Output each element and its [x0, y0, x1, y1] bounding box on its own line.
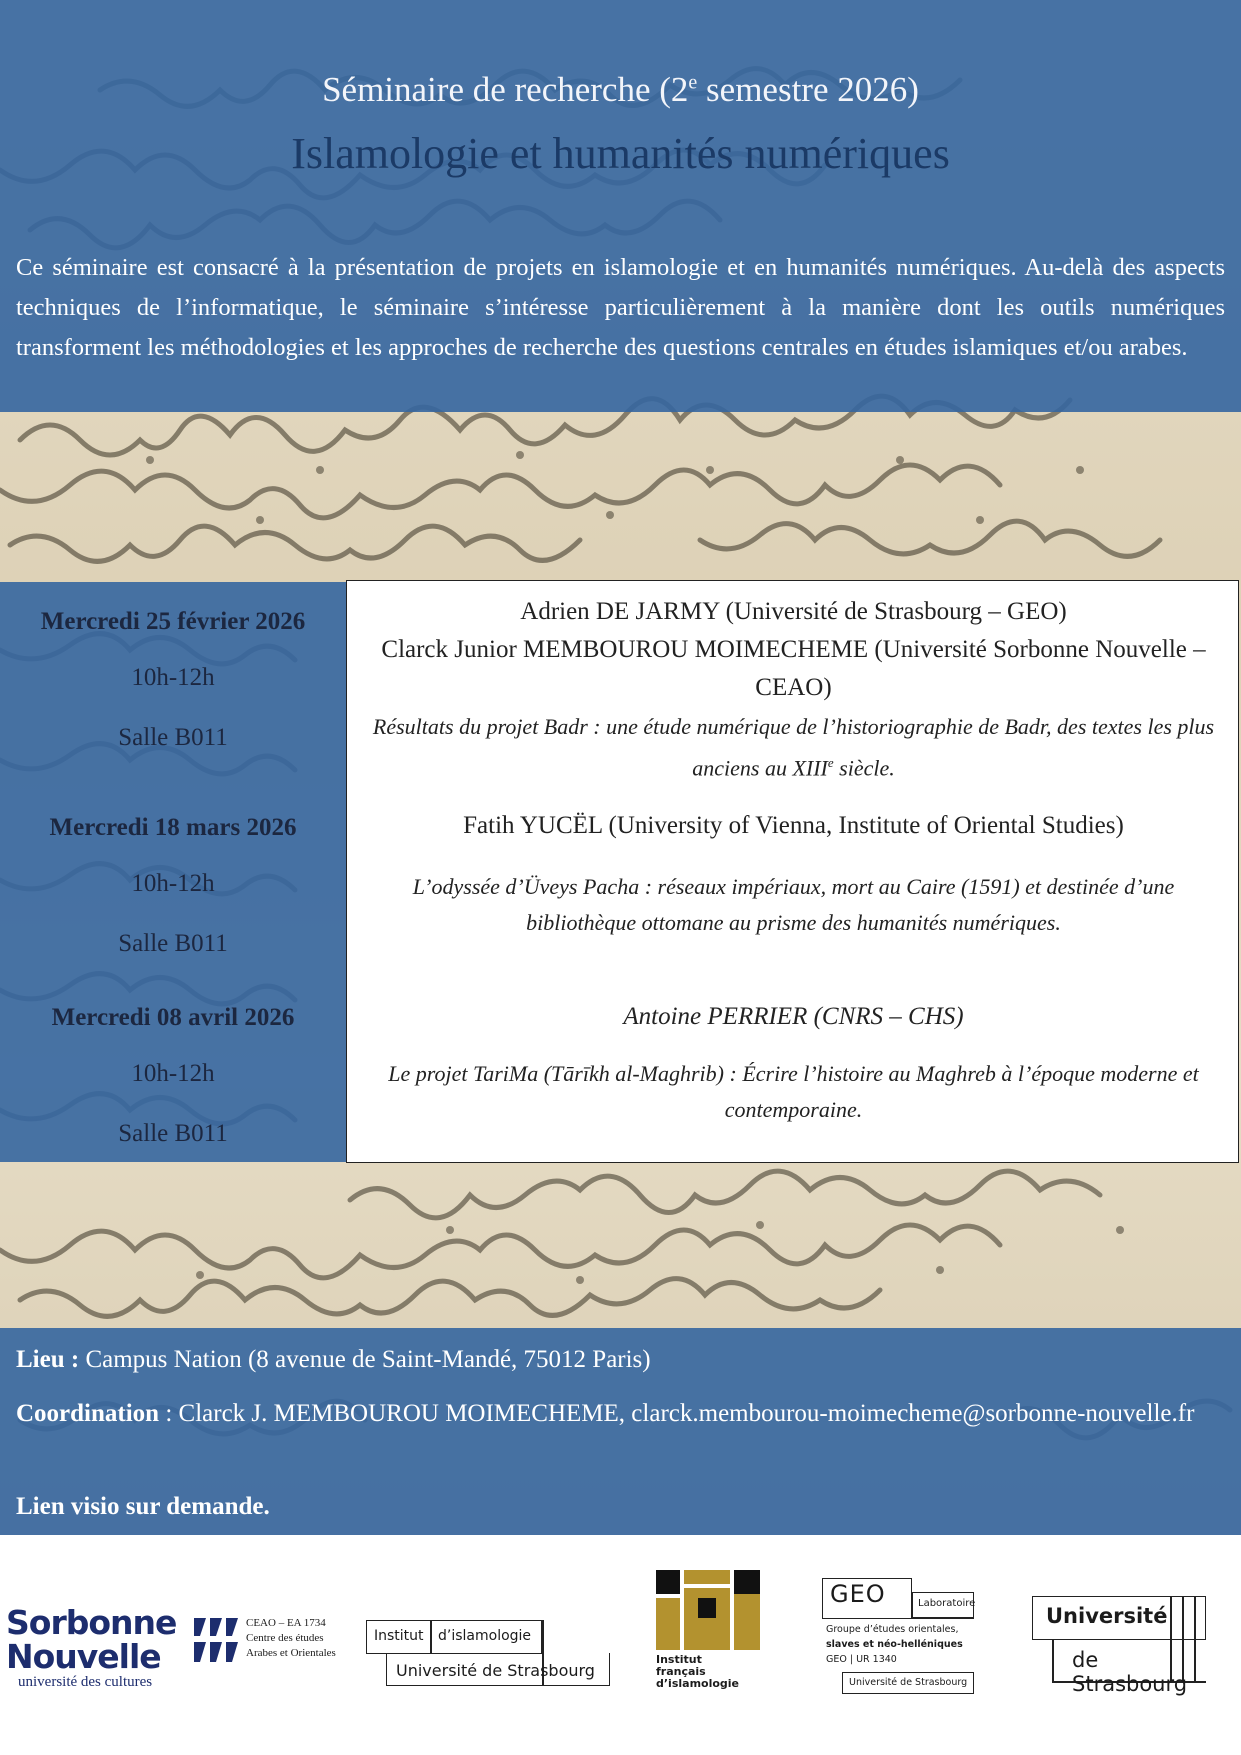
- sorbonne-tagline: université des cultures: [18, 1674, 153, 1690]
- talk-title: L’odyssée d’Üveys Pacha : réseaux impériaux, mort au Caire (1591) et destinée d’une bibliothèque ottomane au prisme des humanités numériques.: [412, 874, 1175, 935]
- session-3-content: [367, 998, 1220, 1128]
- ceao-logo: [192, 1616, 352, 1670]
- session-time: 10h-12h: [131, 870, 215, 897]
- geo-line-2: slaves et néo-helléniques: [826, 1639, 963, 1650]
- seminar-title: [0, 70, 1241, 110]
- talk-text: Résultats du projet Badr : une étude numérique de l’historiographie de Badr, des textes les plus anciens au XIII: [372, 714, 1215, 781]
- session-date: Mercredi 25 février 2026: [40, 608, 306, 635]
- university-name: Université de Strasbourg: [396, 1661, 595, 1680]
- geo-line-1: Groupe d’études orientales,: [826, 1624, 959, 1635]
- institut-islamologie-logo: [366, 1620, 610, 1686]
- unistra-logo: [1032, 1596, 1206, 1696]
- ceao-mark-icon: [192, 1616, 242, 1666]
- ifi-logo: [654, 1568, 764, 1692]
- session-1-content: [367, 593, 1220, 786]
- session-date: Mercredi 08 avril 2026: [51, 1004, 295, 1031]
- speaker: Antoine PERRIER (CNRS – CHS): [623, 1003, 964, 1030]
- session-room: Salle B011: [118, 1120, 228, 1147]
- geo-lab-label: Laboratoire: [918, 1598, 976, 1609]
- nouvelle-word: Nouvelle: [6, 1637, 161, 1676]
- session-room: Salle B011: [118, 930, 228, 957]
- talk-superscript: e: [827, 755, 834, 770]
- coordination-line: [16, 1394, 1226, 1433]
- session-time: 10h-12h: [131, 1060, 215, 1087]
- coordination-value: : Clarck J. MEMBOUROU MOIMECHEME, clarck.membourou-moimecheme@sorbonne-nouvelle.fr: [159, 1400, 1195, 1427]
- talk-title: [367, 709, 1220, 786]
- islamologie-word: d’islamologie: [438, 1628, 532, 1644]
- venue-line: [16, 1340, 1226, 1379]
- talk-text-end: siècle.: [833, 755, 895, 781]
- venue-value: Campus Nation (8 avenue de Saint-Mandé, 75012 Paris): [79, 1346, 651, 1373]
- session-time: 10h-12h: [131, 664, 215, 691]
- ceao-name-1: Centre des études: [246, 1632, 324, 1644]
- visio-note: Lien visio sur demande.: [16, 1493, 270, 1520]
- ceao-name-2: Arabes et Orientales: [246, 1647, 336, 1659]
- title-superscript: e: [688, 71, 698, 94]
- session-date-1: [0, 608, 346, 752]
- session-room: Salle B011: [118, 724, 228, 751]
- geo-line-4: Université de Strasbourg: [842, 1672, 974, 1694]
- seminar-subtitle: Islamologie et humanités numériques: [291, 129, 950, 178]
- session-date-3: [0, 1004, 346, 1148]
- ifi-line-3: d’islamologie: [656, 1677, 740, 1690]
- coordination-label: Coordination: [16, 1400, 160, 1427]
- session-2-content: [367, 807, 1220, 941]
- speaker: Clarck Junior MEMBOUROU MOIMECHEME (Université Sorbonne Nouvelle – CEAO): [381, 636, 1206, 701]
- institut-word: Institut: [374, 1628, 424, 1644]
- sorbonne-nouvelle-logo: [6, 1603, 186, 1691]
- geo-logo: [822, 1578, 974, 1694]
- geo-line-3: GEO | UR 1340: [826, 1654, 897, 1665]
- talk-title: Le projet TariMa (Tārīkh al-Maghrib) : Écrire l’histoire au Maghreb à l’époque moderne et contemporaine.: [388, 1061, 1199, 1122]
- session-date: Mercredi 18 mars 2026: [49, 814, 297, 841]
- ceao-code: CEAO – EA 1734: [246, 1617, 326, 1629]
- ifi-line-1: Institut: [656, 1653, 702, 1666]
- speaker: Adrien DE JARMY (Université de Strasbourg – GEO): [520, 598, 1067, 625]
- ifi-line-2: français: [656, 1665, 706, 1678]
- geo-acronym: GEO: [830, 1580, 886, 1608]
- program-box: [346, 580, 1239, 1163]
- title-text: Séminaire de recherche (2: [322, 70, 689, 109]
- session-date-2: [0, 814, 346, 958]
- ifi-mark-icon: [654, 1568, 764, 1652]
- unistra-line-1: Université: [1046, 1604, 1168, 1628]
- unistra-line-2: de Strasbourg: [1072, 1648, 1188, 1696]
- speaker: Fatih YUCËL (University of Vienna, Institute of Oriental Studies): [463, 812, 1124, 839]
- intro-paragraph: Ce séminaire est consacré à la présentation de projets en islamologie et en humanités numériques. Au-delà des aspects techniques de l’informatique, le séminaire s’intéresse particulièrement à la manière dont les outils numériques transforment les méthodologies et les approches de recherche des questions centrales en études islamiques et/ou arabes.: [16, 254, 1225, 361]
- venue-label: Lieu :: [16, 1346, 80, 1373]
- title-text-end: semestre 2026): [697, 70, 919, 109]
- sorbonne-word: Sorbonne: [6, 1603, 177, 1642]
